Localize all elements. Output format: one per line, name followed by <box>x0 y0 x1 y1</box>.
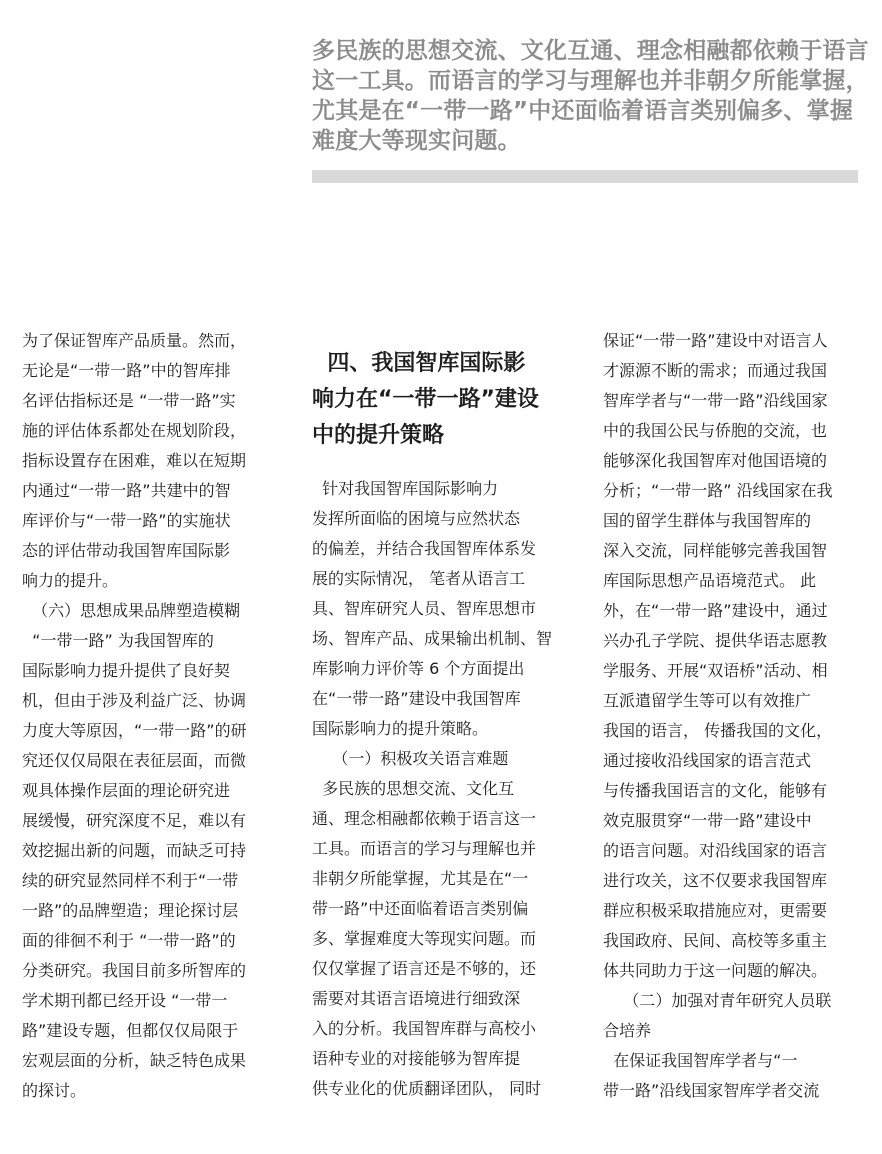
section-title-line: 中的提升策略 <box>312 423 445 448</box>
text-line: 与传播我国语言的文化，能够有 <box>603 781 828 800</box>
text-line: 通、理念相融都依赖于语言这一 <box>312 809 537 828</box>
text-line: 外，在“一带一路”建设中，通过 <box>603 601 828 620</box>
text-line: 的语言问题。对沿线国家的语言 <box>603 841 828 860</box>
text-line: 的偏差，并结合我国智库体系发 <box>312 539 537 558</box>
text-line: 响力的提升。 <box>22 571 119 590</box>
text-line: 互派遣留学生等可以有效推广 <box>603 691 812 710</box>
pull-quote-line: 难度大等现实问题。 <box>312 128 521 154</box>
text-line: 内通过“一带一路”共建中的智 <box>22 481 231 500</box>
text-line: 力度大等原因，“一带一路”的研 <box>22 721 247 740</box>
text-line: 观具体操作层面的理论研究进 <box>22 781 231 800</box>
text-line: 库国际思想产品语境范式。 此 <box>603 571 817 590</box>
text-line: 无论是“一带一路”中的智库排 <box>22 361 231 380</box>
text-line: 一路”的品牌塑造；理论探讨层 <box>22 901 239 920</box>
pull-quote-line: 这一工具。而语言的学习与理解也并非朝夕所能掌握， <box>312 68 869 94</box>
text-line: 宏观层面的分析，缺乏特色成果 <box>22 1051 247 1070</box>
text-line: 我国政府、民间、高校等多重主 <box>603 931 828 950</box>
text-line: 进行攻关，这不仅要求我国智库 <box>603 871 828 890</box>
text-line: 带一路”沿线国家智库学者交流 <box>603 1081 820 1100</box>
right-column <box>603 326 859 1106</box>
text-line: 面的徘徊不利于 “一带一路”的 <box>22 931 236 950</box>
text-line: 多民族的思想交流、文化互 <box>312 779 515 798</box>
text-line: 语种专业的对接能够为智库提 <box>312 1049 521 1068</box>
section-title-line: 响力在“一带一路”建设 <box>312 387 539 412</box>
text-line: 展的实际情况， 笔者从语言工 <box>312 569 526 588</box>
text-line: 供专业化的优质翻译团队， 同时 <box>312 1079 542 1098</box>
text-line: 兴办孔子学院、提供华语志愿教 <box>603 631 828 650</box>
text-line: 为了保证智库产品质量。然而， <box>22 331 247 350</box>
text-line: 群应积极采取措施应对，更需要 <box>603 901 828 920</box>
text-line: 续的研究显然同样不利于“一带 <box>22 871 239 890</box>
text-line: 国的留学生群体与我国智库的 <box>603 511 812 530</box>
text-line: 我国的语言， 传播我国的文化， <box>603 721 833 740</box>
text-line: 库评价与“一带一路”的实施状 <box>22 511 231 530</box>
text-line: 国际影响力提升提供了良好契 <box>22 661 231 680</box>
text-line: 场、智库产品、成果输出机制、智 <box>312 629 553 648</box>
text-line: 学术期刊都已经开设 “一带一 <box>22 991 228 1010</box>
text-line: 体共同助力于这一问题的解决。 <box>603 961 828 980</box>
text-line: 能够深化我国智库对他国语境的 <box>603 451 828 470</box>
text-line: 中的我国公民与侨胞的交流，也 <box>603 421 828 440</box>
middle-column <box>312 346 568 1104</box>
text-line: 多、掌握难度大等现实问题。而 <box>312 929 537 948</box>
text-line: 分类研究。我国目前多所智库的 <box>22 961 247 980</box>
text-line: 在保证我国智库学者与“一 <box>603 1051 798 1070</box>
text-line: 发挥所面临的困境与应然状态 <box>312 509 521 528</box>
text-line: 分析；“一带一路” 沿线国家在我 <box>603 481 833 500</box>
text-line: 在“一带一路”建设中我国智库 <box>312 689 521 708</box>
text-line: 效克服贯穿“一带一路”建设中 <box>603 811 812 830</box>
text-line: 需要对其语言语境进行细致深 <box>312 989 521 1008</box>
pull-quote <box>312 36 869 183</box>
text-line: 施的评估体系都处在规划阶段， <box>22 421 247 440</box>
text-line: 路”建设专题，但都仅仅局限于 <box>22 1021 239 1040</box>
text-line: 保证“一带一路”建设中对语言人 <box>603 331 828 350</box>
section-title-line: 四、我国智库国际影 <box>312 351 526 376</box>
text-line: 针对我国智库国际影响力 <box>312 479 499 498</box>
text-line: 工具。而语言的学习与理解也并 <box>312 839 537 858</box>
text-line: 的探讨。 <box>22 1081 87 1100</box>
text-line: 深入交流，同样能够完善我国智 <box>603 541 828 560</box>
text-line: 展缓慢，研究深度不足，难以有 <box>22 811 247 830</box>
text-line: 究还仅仅局限在表征层面，而微 <box>22 751 247 770</box>
text-line: 入的分析。我国智库群与高校小 <box>312 1019 537 1038</box>
text-line: （一）积极攻关语言难题 <box>312 749 509 768</box>
left-column <box>22 326 278 1106</box>
section-title <box>312 346 568 454</box>
text-line: 库影响力评价等 6 个方面提出 <box>312 659 525 678</box>
text-line: 效挖掘出新的问题，而缺乏可持 <box>22 841 247 860</box>
text-line: 国际影响力的提升策略。 <box>312 719 489 738</box>
middle-column-body <box>312 474 568 1104</box>
text-line: 带一路”中还面临着语言类别偏 <box>312 899 529 918</box>
text-line: 名评估指标还是 “一带一路”实 <box>22 391 236 410</box>
text-line: 才源源不断的需求；而通过我国 <box>603 361 828 380</box>
pull-quote-divider <box>312 170 858 183</box>
text-line: 具、智库研究人员、智库思想市 <box>312 599 537 618</box>
text-line: （六）思想成果品牌塑造模糊 <box>22 601 241 620</box>
text-line: 学服务、开展“双语桥”活动、相 <box>603 661 828 680</box>
text-line: 态的评估带动我国智库国际影 <box>22 541 231 560</box>
pull-quote-line: 尤其是在“一带一路”中还面临着语言类别偏多、掌握 <box>312 98 854 124</box>
pull-quote-line: 多民族的思想交流、文化互通、理念相融都依赖于语言 <box>312 38 869 64</box>
text-line: 仅仅掌握了语言还是不够的，还 <box>312 959 537 978</box>
text-line: 指标设置存在困难，难以在短期 <box>22 451 247 470</box>
text-line: 非朝夕所能掌握，尤其是在“一 <box>312 869 529 888</box>
text-line: 机，但由于涉及利益广泛、协调 <box>22 691 247 710</box>
text-line: “一带一路” 为我国智库的 <box>22 631 214 650</box>
text-line: 通过接收沿线国家的语言范式 <box>603 751 812 770</box>
text-line: 智库学者与“一带一路”沿线国家 <box>603 391 828 410</box>
text-line: （二）加强对青年研究人员联 <box>603 991 832 1010</box>
text-line: 合培养 <box>603 1021 652 1040</box>
